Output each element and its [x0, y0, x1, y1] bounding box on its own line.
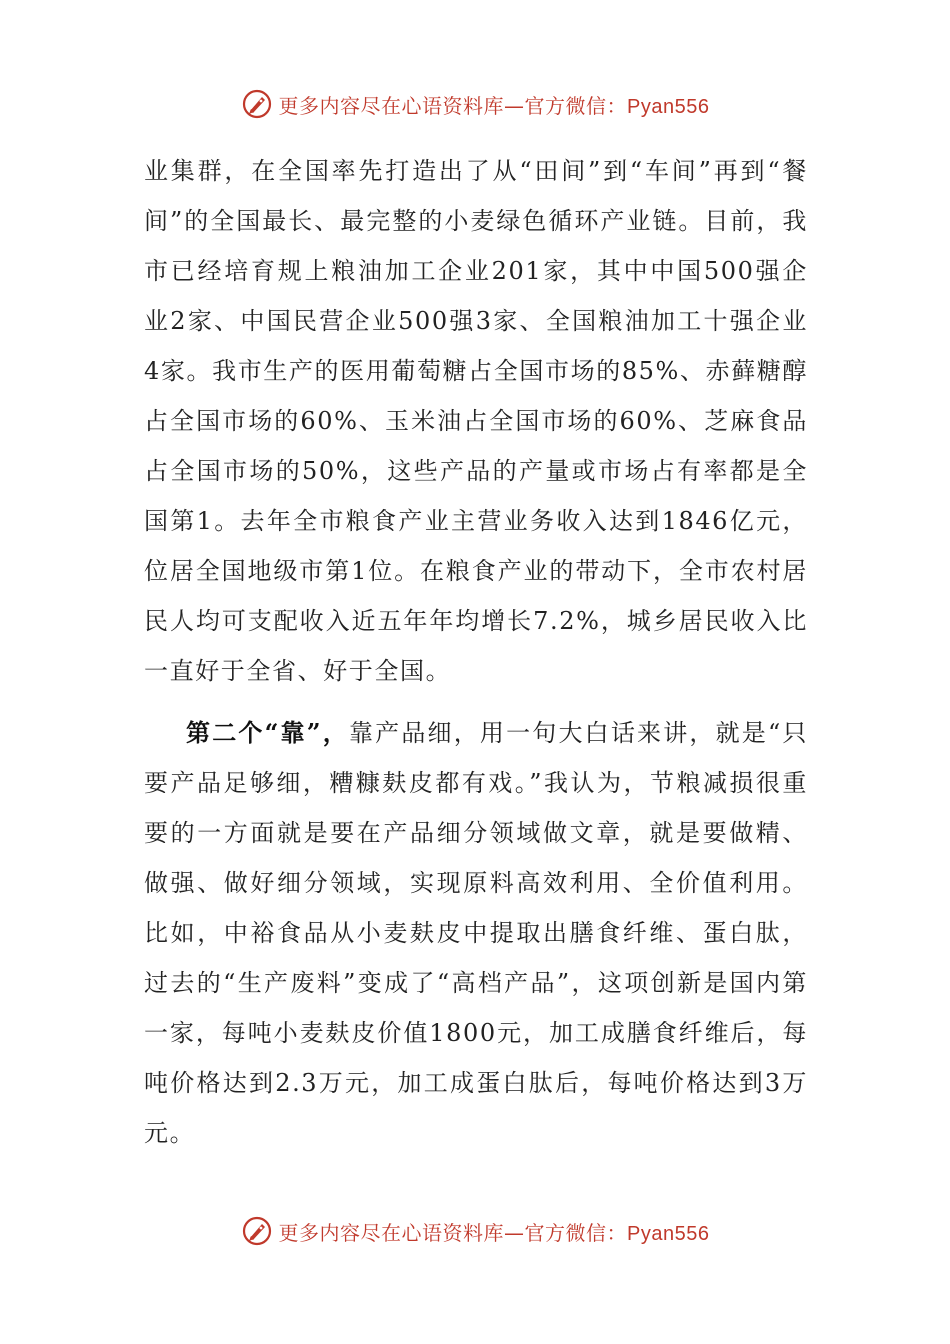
paragraph-lead: 第二个“靠”， — [186, 718, 349, 747]
paragraph-body: 靠产品细，用一句大白话来讲，就是“只要产品足够细，糟糠麸皮都有戏。”我认为，节粮减损很重要的一方面就是要在产品细分领域做文章，就是要做精、做强、做好细分领域，实现原料高效利用、全价值利用。比如，中裕食品从小麦麸皮中提取出膳食纤维、蛋白肽，过去的“生产废料”变成了“高档产品”，这项创新是国内第一家，每吨小麦麸皮价值1800元，加工成膳食纤维后，每吨价格达到2.3万元，加工成蛋白肽后，每吨价格达到3万元。 — [144, 719, 808, 1147]
paragraph-text: 业集群，在全国率先打造出了从“田间”到“车间”再到“餐间”的全国最长、最完整的小麦绿色循环产业链。目前，我市已经培育规上粮油加工企业201家，其中中国500强企业2家、中国民营企业500强3家、全国粮油加工十强企业4家。我市生产的医用葡萄糖占全国市场的85%、赤藓糖醇占全国市场的60%、玉米油占全国市场的60%、芝麻食品占全国市场的50%，这些产品的产量或市场占有率都是全国第1。去年全市粮食产业主营业务收入达到1846亿元，位居全国地级市第1位。在粮食产业的带动下，全市农村居民人均可支配收入近五年年均增长7.2%，城乡居民收入比一直好于全省、好于全国。 — [144, 157, 808, 685]
wechat-id: Pyan556 — [627, 1222, 710, 1245]
pen-nib-logo-icon — [241, 1215, 273, 1247]
paragraph-text — [144, 708, 808, 1158]
banner-label: 更多内容尽在心语资料库—官方微信： — [278, 1220, 628, 1245]
banner-text — [279, 90, 710, 119]
banner-text — [279, 1217, 710, 1246]
paragraph — [144, 146, 808, 696]
header-banner — [0, 84, 950, 124]
wechat-id: Pyan556 — [627, 95, 710, 118]
paragraph — [144, 708, 808, 1158]
document-body — [144, 146, 808, 1158]
banner-label: 更多内容尽在心语资料库—官方微信： — [278, 93, 628, 118]
footer-banner — [0, 1211, 950, 1251]
pen-nib-logo-icon — [241, 88, 273, 120]
